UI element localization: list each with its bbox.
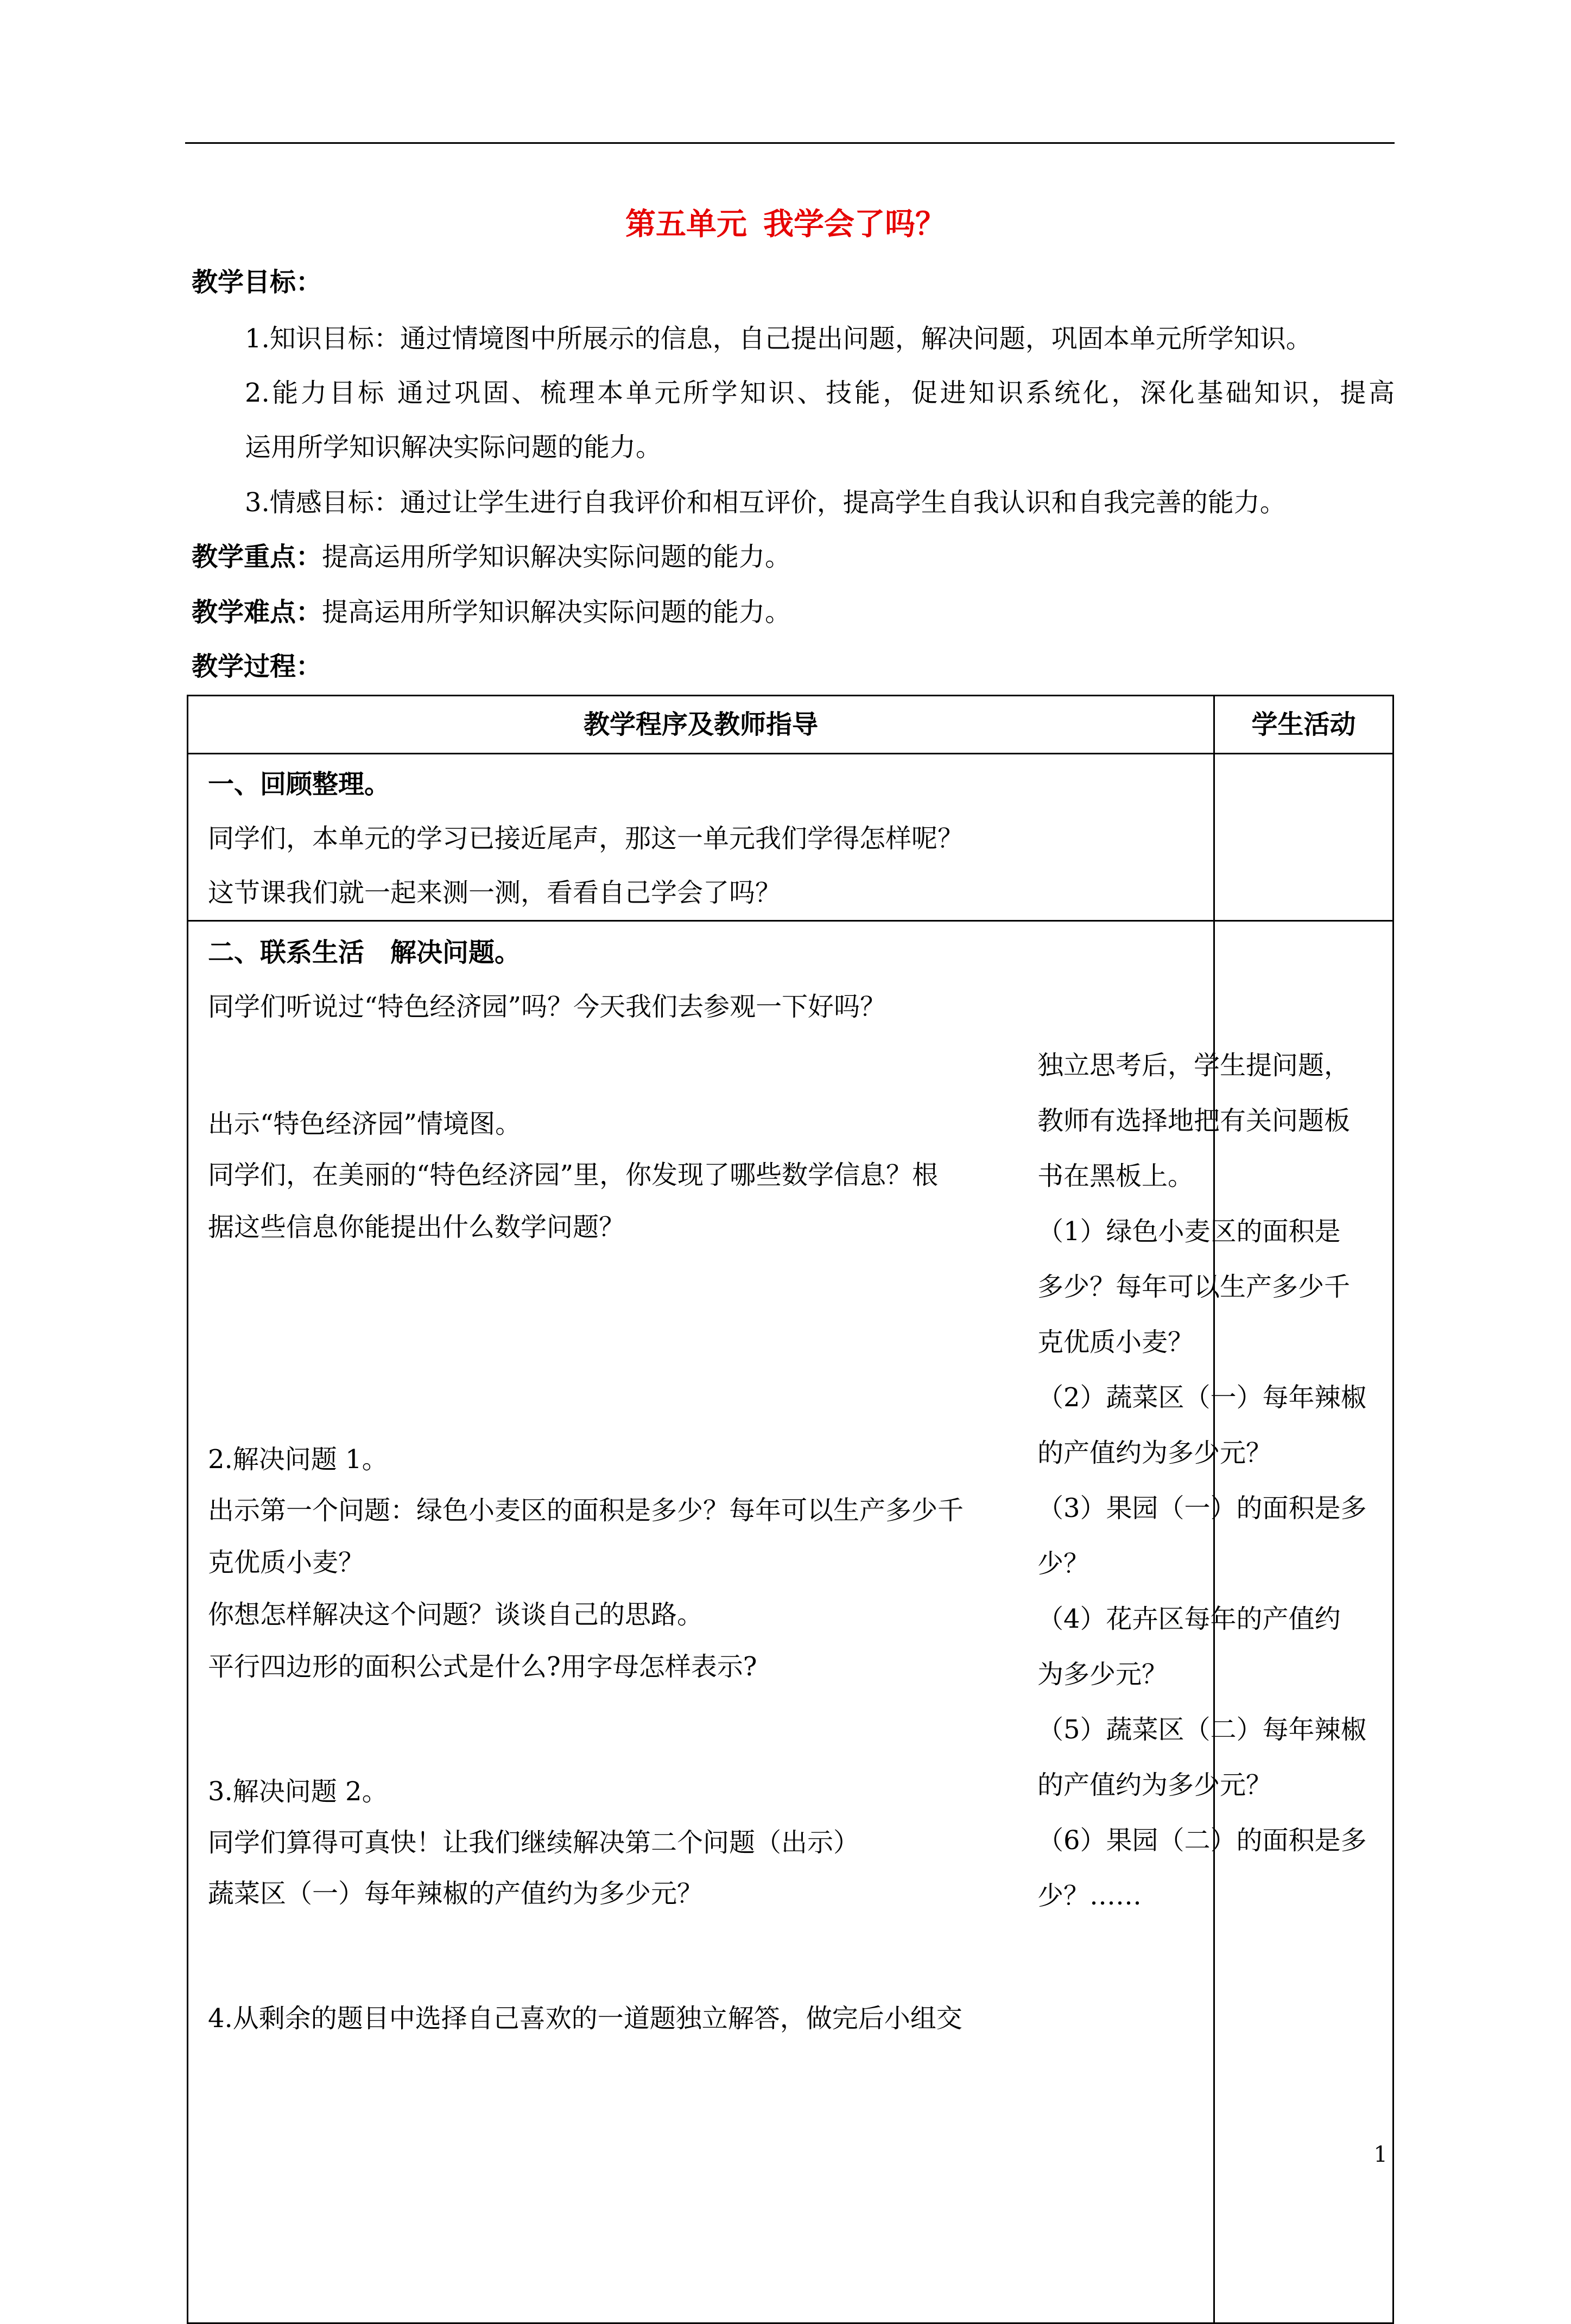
section2-line: 4.从剩余的题目中选择自己喜欢的一道题独立解答，做完后小组交 <box>208 2003 962 2034</box>
student-activity-line: （5）蔬菜区（二）每年辣椒 <box>1037 1715 1367 1745</box>
student-activity-line: 少？…… <box>1037 1881 1142 1911</box>
section2-line: 克优质小麦？ <box>208 1547 365 1578</box>
student-activity-line: 克优质小麦？ <box>1037 1327 1194 1357</box>
objectives-heading: 教学目标： <box>192 267 322 297</box>
header-left: 教学程序及教师指导 <box>583 709 818 740</box>
section2-line: 据这些信息你能提出什么数学问题？ <box>208 1212 625 1242</box>
section1-heading: 一、回顾整理。 <box>208 769 391 799</box>
section2-line: 出示“特色经济园”情境图。 <box>208 1109 522 1139</box>
objective-3: 3.情感目标：通过让学生进行自我评价和相互评价，提高学生自我认识和自我完善的能力。 <box>245 487 1286 518</box>
student-activity-line: （6）果园（二）的面积是多 <box>1037 1825 1367 1856</box>
key-point-label: 教学重点： <box>192 542 322 572</box>
objective-2-line2: 运用所学知识解决实际问题的能力。 <box>245 432 662 462</box>
lesson-table <box>187 695 1394 2324</box>
student-activity-line: 的产值约为多少元？ <box>1037 1770 1272 1800</box>
section2-line: 同学们算得可真快！让我们继续解决第二个问题（出示） <box>208 1827 860 1858</box>
title-part1: 第五单元 <box>625 206 747 242</box>
section2-line: 平行四边形的面积公式是什么?用字母怎样表示? <box>208 1652 757 1682</box>
section2-line: 出示第一个问题：绿色小麦区的面积是多少？每年可以生产多少千 <box>208 1495 964 1526</box>
student-activity-line: （1）绿色小麦区的面积是 <box>1037 1216 1341 1247</box>
student-activity-line: 为多少元？ <box>1037 1659 1168 1690</box>
section2-line: 3.解决问题 2。 <box>208 1776 388 1807</box>
header-right: 学生活动 <box>1251 709 1356 740</box>
difficulty <box>192 590 791 634</box>
student-activity-line: 少？ <box>1037 1548 1090 1579</box>
student-activity-line: 教师有选择地把有关问题板 <box>1037 1106 1351 1136</box>
student-activity-line: 的产值约为多少元？ <box>1037 1438 1272 1468</box>
page-number: 1 <box>1373 2142 1388 2167</box>
objective-2-line1: 2.能力目标 通过巩固、梳理本单元所学知识、技能，促进知识系统化，深化基础知识，提高 <box>245 378 1395 408</box>
section2-line: 同学们，在美丽的“特色经济园”里，你发现了哪些数学信息？根 <box>208 1160 939 1190</box>
student-activity-line: 书在黑板上。 <box>1037 1161 1194 1191</box>
section2-heading: 二、联系生活 解决问题。 <box>208 937 521 968</box>
student-activity-line: （3）果园（一）的面积是多 <box>1037 1493 1367 1523</box>
title-part2: 我学会了吗？ <box>763 206 946 242</box>
student-activity-line: 独立思考后，学生提问题， <box>1037 1050 1351 1081</box>
section1-line: 同学们，本单元的学习已接近尾声，那这一单元我们学得怎样呢？ <box>208 823 964 854</box>
difficulty-label: 教学难点： <box>192 597 322 627</box>
header-rule <box>185 142 1395 144</box>
difficulty-text: 提高运用所学知识解决实际问题的能力。 <box>322 597 791 627</box>
student-activity-line: （4）花卉区每年的产值约 <box>1037 1604 1341 1634</box>
section2-line: 蔬菜区（一）每年辣椒的产值约为多少元？ <box>208 1878 704 1909</box>
header-row-divider <box>188 753 1392 754</box>
student-activity-line: （2）蔬菜区（一）每年辣椒 <box>1037 1382 1367 1413</box>
section-divider <box>188 920 1392 922</box>
key-point <box>192 535 791 579</box>
student-activity-line: 多少？每年可以生产多少千 <box>1037 1272 1351 1302</box>
key-point-text: 提高运用所学知识解决实际问题的能力。 <box>322 542 791 572</box>
section2-line: 同学们听说过“特色经济园”吗？今天我们去参观一下好吗？ <box>208 992 886 1022</box>
process-heading: 教学过程： <box>192 651 322 682</box>
page-title <box>0 200 1571 249</box>
section1-line: 这节课我们就一起来测一测，看看自己学会了吗？ <box>208 878 782 908</box>
section2-line: 你想怎样解决这个问题？谈谈自己的思路。 <box>208 1599 704 1630</box>
section2-line: 2.解决问题 1。 <box>208 1444 388 1475</box>
objective-1: 1.知识目标：通过情境图中所展示的信息，自己提出问题，解决问题，巩固本单元所学知识。 <box>245 323 1312 354</box>
